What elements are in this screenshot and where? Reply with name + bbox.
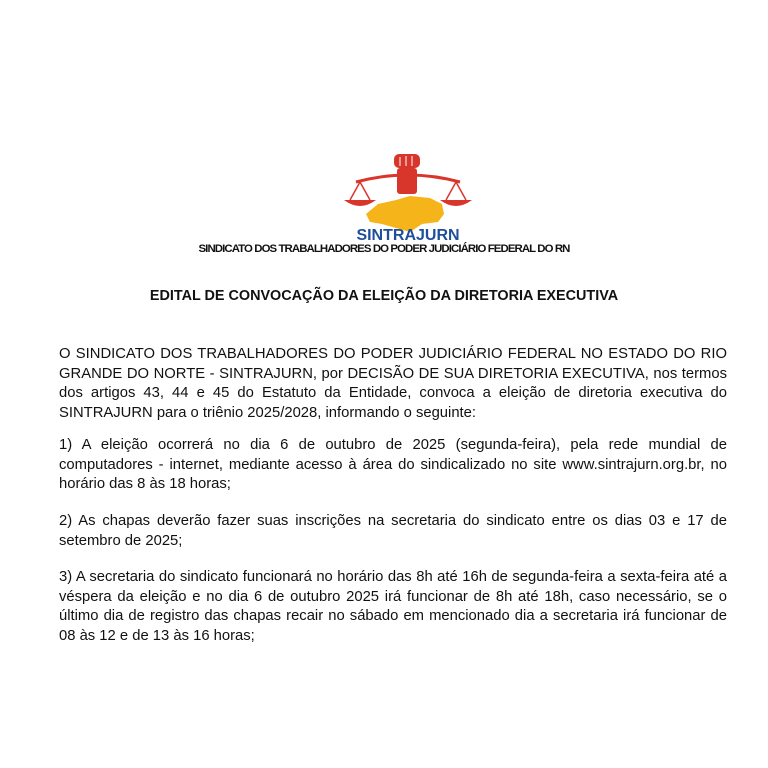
logo-wordmark: SINTRAJURN [356, 227, 460, 244]
item-1-paragraph: 1) A eleição ocorrerá no dia 6 de outubro de 2025 (segunda-feira), pela rede mundial de computadores - internet, mediante acesso à área do sindicalizado no site www.sintrajurn.org.br, no horário das 8 às 18 horas; [59, 437, 727, 492]
organization-name: SINDICATO DOS TRABALHADORES DO PODER JUDICIÁRIO FEDERAL DO RN [198, 243, 570, 255]
document-title: EDITAL DE CONVOCAÇÃO DA ELEIÇÃO DA DIRETORIA EXECUTIVA [149, 288, 619, 304]
scales-fist-emblem [338, 152, 478, 244]
intro-paragraph: O SINDICATO DOS TRABALHADORES DO PODER JUDICIÁRIO FEDERAL NO ESTADO DO RIO GRANDE DO NORTE - SINTRAJURN, por DECISÃO DE SUA DIRETORIA EXECUTIVA, nos termos dos artigos 43, 44 e 45 do Estatuto da Entidade, convoca a eleição de diretoria executiva do SINTRAJURN para o triênio 2025/2028, informando o seguinte: [59, 346, 727, 421]
sintrajurn-logo [338, 152, 478, 244]
item-2-paragraph: 2) As chapas deverão fazer suas inscrições na secretaria do sindicato entre os dias 03 e 17 de setembro de 2025; [59, 513, 727, 549]
item-3-paragraph: 3) A secretaria do sindicato funcionará no horário das 8h até 16h de segunda-feira a sexta-feira até a véspera da eleição e no dia 6 de outubro 2025 irá funcionar de 8h até 18h, caso necessário, se o último dia de registro das chapas recair no sábado em mencionado dia a secretaria irá funcionar de 08 às 12 e de 13 às 16 horas; [59, 569, 727, 644]
